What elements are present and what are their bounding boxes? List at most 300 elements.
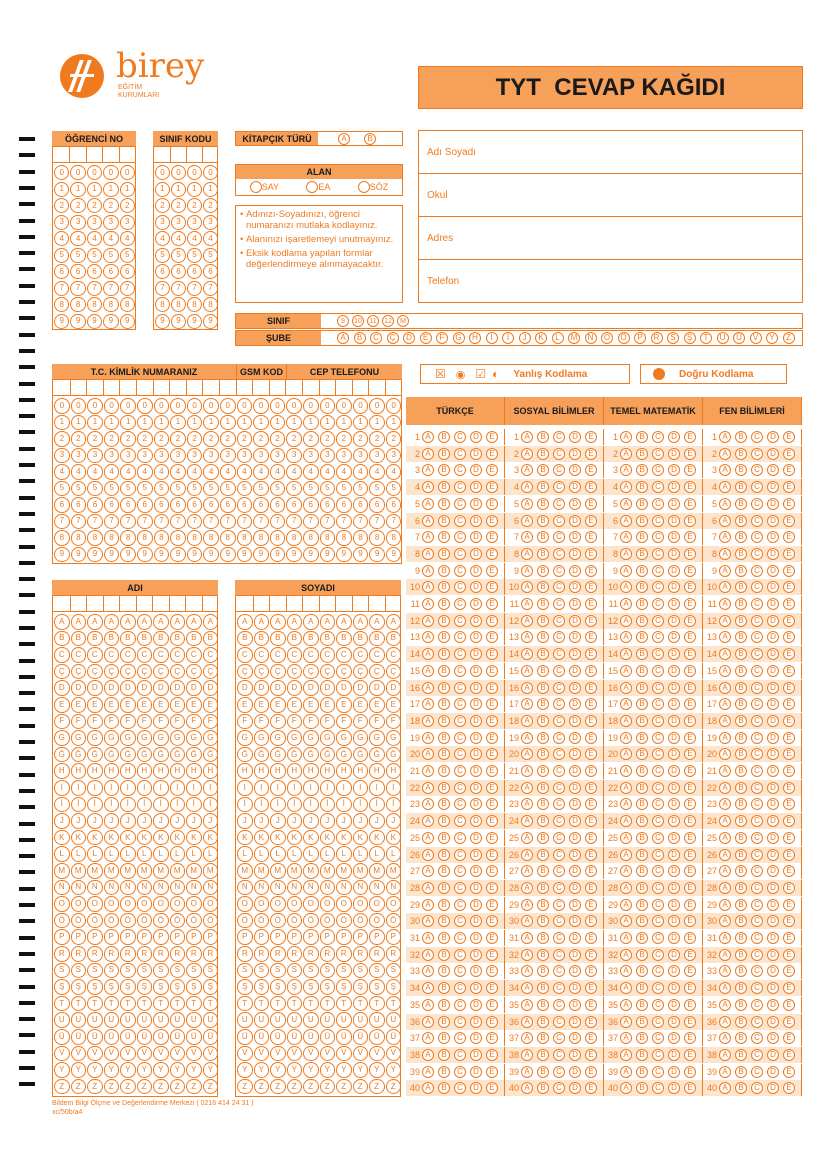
answer-bubble[interactable]: E bbox=[684, 581, 696, 593]
answer-bubble[interactable]: A bbox=[521, 1049, 533, 1061]
adi-bubble[interactable]: Ö bbox=[87, 913, 103, 929]
answer-bubble[interactable]: E bbox=[486, 748, 498, 760]
soyadi-bubble[interactable]: Ğ bbox=[369, 747, 385, 763]
answer-bubble[interactable]: A bbox=[521, 548, 533, 560]
soyadi-bubble[interactable]: S bbox=[303, 963, 319, 979]
answer-bubble[interactable]: A bbox=[719, 899, 731, 911]
answer-bubble[interactable]: C bbox=[553, 865, 565, 877]
adi-bubble[interactable]: P bbox=[87, 929, 103, 945]
soyadi-bubble[interactable]: L bbox=[386, 846, 402, 862]
answer-bubble[interactable]: B bbox=[735, 431, 747, 443]
answer-bubble[interactable]: B bbox=[735, 832, 747, 844]
adi-bubble[interactable]: R bbox=[186, 946, 202, 962]
ogrenci-no-bubble[interactable]: 5 bbox=[87, 248, 102, 263]
answer-bubble[interactable]: E bbox=[486, 982, 498, 994]
sube-option-bubble[interactable]: K bbox=[535, 332, 547, 344]
soyadi-bubble[interactable]: K bbox=[336, 830, 352, 846]
answer-bubble[interactable]: A bbox=[521, 531, 533, 543]
soyadi-bubble[interactable]: N bbox=[270, 880, 286, 896]
tc-bubble[interactable]: 6 bbox=[87, 497, 103, 513]
soyadi-bubble[interactable]: J bbox=[237, 813, 253, 829]
answer-bubble[interactable]: E bbox=[486, 832, 498, 844]
answer-bubble[interactable]: B bbox=[438, 598, 450, 610]
answer-bubble[interactable]: E bbox=[783, 748, 795, 760]
answer-bubble[interactable]: C bbox=[751, 682, 763, 694]
soyadi-bubble[interactable]: Ş bbox=[320, 979, 336, 995]
adi-bubble[interactable]: Z bbox=[120, 1079, 136, 1095]
answer-bubble[interactable]: A bbox=[521, 515, 533, 527]
adi-bubble[interactable]: Ğ bbox=[54, 747, 70, 763]
tc-bubble[interactable]: 0 bbox=[154, 398, 170, 414]
tc-bubble[interactable]: 4 bbox=[203, 464, 219, 480]
answer-bubble[interactable]: B bbox=[636, 949, 648, 961]
tc-bubble[interactable]: 6 bbox=[54, 497, 70, 513]
tc-bubble[interactable]: 7 bbox=[87, 514, 103, 530]
soyadi-bubble[interactable]: V bbox=[303, 1046, 319, 1062]
tc-bubble[interactable]: 3 bbox=[237, 448, 253, 464]
answer-bubble[interactable]: C bbox=[454, 448, 466, 460]
soyadi-bubble[interactable]: P bbox=[320, 929, 336, 945]
answer-bubble[interactable]: E bbox=[783, 464, 795, 476]
answer-bubble[interactable]: A bbox=[719, 782, 731, 794]
soyadi-bubble[interactable]: L bbox=[287, 846, 303, 862]
soyadi-bubble[interactable]: O bbox=[237, 896, 253, 912]
answer-bubble[interactable]: D bbox=[668, 982, 680, 994]
ogrenci-no-bubble[interactable]: 3 bbox=[70, 215, 85, 230]
soyadi-bubble[interactable]: F bbox=[369, 714, 385, 730]
answer-bubble[interactable]: B bbox=[537, 982, 549, 994]
adi-bubble[interactable]: K bbox=[137, 830, 153, 846]
sinif-kodu-bubble[interactable]: 9 bbox=[171, 314, 186, 329]
tc-bubble[interactable]: 9 bbox=[237, 547, 253, 563]
soyadi-bubble[interactable]: Ü bbox=[336, 1029, 352, 1045]
tc-bubble[interactable]: 4 bbox=[336, 464, 352, 480]
answer-bubble[interactable]: B bbox=[636, 915, 648, 927]
answer-bubble[interactable]: D bbox=[668, 1032, 680, 1044]
answer-bubble[interactable]: B bbox=[537, 531, 549, 543]
adi-bubble[interactable]: A bbox=[203, 614, 219, 630]
answer-bubble[interactable]: E bbox=[783, 932, 795, 944]
tc-bubble[interactable]: 7 bbox=[137, 514, 153, 530]
soyadi-bubble[interactable]: T bbox=[336, 996, 352, 1012]
soyadi-bubble[interactable]: Z bbox=[369, 1079, 385, 1095]
adi-bubble[interactable]: Ö bbox=[120, 913, 136, 929]
adi-bubble[interactable]: İ bbox=[87, 797, 103, 813]
answer-bubble[interactable]: A bbox=[620, 531, 632, 543]
sinif-kodu-bubble[interactable]: 4 bbox=[155, 231, 170, 246]
ogrenci-no-bubble[interactable]: 4 bbox=[54, 231, 69, 246]
answer-bubble[interactable]: E bbox=[486, 865, 498, 877]
answer-bubble[interactable]: A bbox=[719, 515, 731, 527]
answer-bubble[interactable]: A bbox=[620, 832, 632, 844]
answer-bubble[interactable]: E bbox=[783, 899, 795, 911]
sinif-kodu-bubble[interactable]: 1 bbox=[203, 182, 218, 197]
answer-bubble[interactable]: B bbox=[537, 1082, 549, 1094]
answer-bubble[interactable]: E bbox=[486, 1049, 498, 1061]
soyadi-bubble[interactable]: S bbox=[320, 963, 336, 979]
adi-bubble[interactable]: U bbox=[186, 1012, 202, 1028]
answer-bubble[interactable]: E bbox=[585, 531, 597, 543]
tc-bubble[interactable]: 7 bbox=[270, 514, 286, 530]
adi-bubble[interactable]: Ö bbox=[153, 913, 169, 929]
answer-bubble[interactable]: C bbox=[652, 498, 664, 510]
soyadi-bubble[interactable]: İ bbox=[303, 797, 319, 813]
answer-bubble[interactable]: C bbox=[553, 732, 565, 744]
tc-bubble[interactable]: 8 bbox=[237, 530, 253, 546]
answer-bubble[interactable]: C bbox=[751, 715, 763, 727]
soyadi-bubble[interactable]: I bbox=[237, 780, 253, 796]
soyadi-bubble[interactable]: I bbox=[303, 780, 319, 796]
answer-bubble[interactable]: C bbox=[454, 832, 466, 844]
adi-bubble[interactable]: Ö bbox=[186, 913, 202, 929]
answer-bubble[interactable]: C bbox=[751, 882, 763, 894]
answer-bubble[interactable]: D bbox=[668, 882, 680, 894]
answer-bubble[interactable]: B bbox=[537, 715, 549, 727]
adi-bubble[interactable]: Z bbox=[153, 1079, 169, 1095]
soyadi-bubble[interactable]: E bbox=[254, 697, 270, 713]
soyadi-bubble[interactable]: Z bbox=[254, 1079, 270, 1095]
answer-bubble[interactable]: E bbox=[486, 515, 498, 527]
answer-bubble[interactable]: B bbox=[537, 648, 549, 660]
answer-bubble[interactable]: E bbox=[684, 765, 696, 777]
answer-bubble[interactable]: C bbox=[751, 849, 763, 861]
ogrenci-no-bubble[interactable]: 5 bbox=[120, 248, 135, 263]
answer-bubble[interactable]: B bbox=[636, 615, 648, 627]
answer-bubble[interactable]: C bbox=[553, 748, 565, 760]
answer-bubble[interactable]: C bbox=[652, 849, 664, 861]
adi-bubble[interactable]: I bbox=[71, 780, 87, 796]
tc-bubble[interactable]: 7 bbox=[369, 514, 385, 530]
answer-bubble[interactable]: D bbox=[668, 732, 680, 744]
answer-bubble[interactable]: E bbox=[684, 1016, 696, 1028]
answer-bubble[interactable]: E bbox=[486, 1066, 498, 1078]
answer-bubble[interactable]: A bbox=[422, 832, 434, 844]
adi-bubble[interactable]: A bbox=[87, 614, 103, 630]
answer-bubble[interactable]: D bbox=[470, 581, 482, 593]
tc-bubble[interactable]: 2 bbox=[270, 431, 286, 447]
soyadi-bubble[interactable]: F bbox=[287, 714, 303, 730]
tc-bubble[interactable]: 9 bbox=[369, 547, 385, 563]
answer-bubble[interactable]: D bbox=[767, 999, 779, 1011]
answer-bubble[interactable]: B bbox=[438, 849, 450, 861]
answer-bubble[interactable]: C bbox=[454, 581, 466, 593]
answer-bubble[interactable]: E bbox=[783, 832, 795, 844]
adi-bubble[interactable]: Y bbox=[170, 1062, 186, 1078]
answer-bubble[interactable]: B bbox=[537, 782, 549, 794]
answer-bubble[interactable]: D bbox=[569, 648, 581, 660]
answer-bubble[interactable]: C bbox=[751, 448, 763, 460]
tc-bubble[interactable]: 4 bbox=[353, 464, 369, 480]
answer-bubble[interactable]: D bbox=[569, 498, 581, 510]
adi-bubble[interactable]: P bbox=[186, 929, 202, 945]
adi-bubble[interactable]: İ bbox=[137, 797, 153, 813]
answer-bubble[interactable]: E bbox=[585, 1082, 597, 1094]
soyadi-bubble[interactable]: Ö bbox=[353, 913, 369, 929]
tc-bubble[interactable]: 3 bbox=[303, 448, 319, 464]
answer-bubble[interactable]: A bbox=[422, 448, 434, 460]
field-telefon[interactable] bbox=[419, 260, 802, 302]
answer-bubble[interactable]: C bbox=[553, 631, 565, 643]
answer-bubble[interactable]: D bbox=[767, 581, 779, 593]
soyadi-bubble[interactable]: F bbox=[254, 714, 270, 730]
soyadi-bubble[interactable]: H bbox=[369, 763, 385, 779]
answer-bubble[interactable]: E bbox=[783, 965, 795, 977]
adi-bubble[interactable]: H bbox=[87, 763, 103, 779]
adi-bubble[interactable]: G bbox=[71, 730, 87, 746]
tc-bubble[interactable]: 3 bbox=[353, 448, 369, 464]
sinif-option-bubble[interactable]: 11 bbox=[367, 315, 379, 327]
answer-bubble[interactable]: D bbox=[767, 915, 779, 927]
answer-bubble[interactable]: E bbox=[585, 464, 597, 476]
field-okul[interactable] bbox=[419, 174, 802, 217]
answer-bubble[interactable]: E bbox=[486, 1016, 498, 1028]
soyadi-bubble[interactable]: T bbox=[386, 996, 402, 1012]
tc-bubble[interactable]: 9 bbox=[270, 547, 286, 563]
adi-bubble[interactable]: İ bbox=[120, 797, 136, 813]
answer-bubble[interactable]: B bbox=[537, 1049, 549, 1061]
answer-bubble[interactable]: E bbox=[585, 849, 597, 861]
answer-bubble[interactable]: B bbox=[537, 765, 549, 777]
tc-bubble[interactable]: 3 bbox=[336, 448, 352, 464]
soyadi-bubble[interactable]: İ bbox=[237, 797, 253, 813]
tc-bubble[interactable]: 5 bbox=[87, 481, 103, 497]
answer-bubble[interactable]: C bbox=[454, 915, 466, 927]
tc-bubble[interactable]: 2 bbox=[104, 431, 120, 447]
soyadi-bubble[interactable]: G bbox=[303, 730, 319, 746]
answer-bubble[interactable]: B bbox=[537, 949, 549, 961]
adi-bubble[interactable]: Y bbox=[71, 1062, 87, 1078]
adi-bubble[interactable]: Z bbox=[54, 1079, 70, 1095]
answer-bubble[interactable]: B bbox=[636, 515, 648, 527]
answer-bubble[interactable]: E bbox=[684, 815, 696, 827]
soyadi-bubble[interactable]: T bbox=[369, 996, 385, 1012]
answer-bubble[interactable]: E bbox=[783, 698, 795, 710]
adi-bubble[interactable]: B bbox=[137, 631, 153, 647]
adi-bubble[interactable]: D bbox=[153, 680, 169, 696]
answer-bubble[interactable]: A bbox=[521, 882, 533, 894]
adi-bubble[interactable]: C bbox=[104, 647, 120, 663]
answer-bubble[interactable]: B bbox=[438, 464, 450, 476]
tc-bubble[interactable]: 5 bbox=[120, 481, 136, 497]
tc-bubble[interactable]: 7 bbox=[187, 514, 203, 530]
answer-bubble[interactable]: B bbox=[735, 1032, 747, 1044]
answer-bubble[interactable]: B bbox=[537, 615, 549, 627]
answer-bubble[interactable]: C bbox=[751, 982, 763, 994]
tc-bubble[interactable]: 3 bbox=[187, 448, 203, 464]
sinif-kodu-bubble[interactable]: 2 bbox=[155, 198, 170, 213]
answer-bubble[interactable]: A bbox=[422, 915, 434, 927]
soyadi-bubble[interactable]: A bbox=[320, 614, 336, 630]
answer-bubble[interactable]: A bbox=[422, 648, 434, 660]
answer-bubble[interactable]: D bbox=[767, 481, 779, 493]
sube-option-bubble[interactable]: U bbox=[717, 332, 729, 344]
answer-bubble[interactable]: B bbox=[438, 715, 450, 727]
tc-bubble[interactable]: 7 bbox=[154, 514, 170, 530]
adi-bubble[interactable]: Y bbox=[186, 1062, 202, 1078]
tc-write-row[interactable] bbox=[53, 380, 401, 396]
soyadi-bubble[interactable]: S bbox=[237, 963, 253, 979]
soyadi-bubble[interactable]: Y bbox=[353, 1062, 369, 1078]
answer-bubble[interactable]: D bbox=[569, 849, 581, 861]
answer-bubble[interactable]: D bbox=[668, 431, 680, 443]
adi-bubble[interactable]: V bbox=[137, 1046, 153, 1062]
answer-bubble[interactable]: A bbox=[620, 498, 632, 510]
answer-bubble[interactable]: A bbox=[719, 999, 731, 1011]
adi-bubble[interactable]: M bbox=[87, 863, 103, 879]
adi-bubble[interactable]: Z bbox=[186, 1079, 202, 1095]
answer-bubble[interactable]: A bbox=[719, 598, 731, 610]
adi-bubble[interactable]: Ğ bbox=[120, 747, 136, 763]
answer-bubble[interactable]: A bbox=[521, 1082, 533, 1094]
ogrenci-no-bubble[interactable]: 7 bbox=[87, 281, 102, 296]
soyadi-bubble[interactable]: Ü bbox=[320, 1029, 336, 1045]
answer-bubble[interactable]: D bbox=[668, 698, 680, 710]
soyadi-bubble[interactable]: I bbox=[270, 780, 286, 796]
answer-bubble[interactable]: E bbox=[585, 949, 597, 961]
tc-bubble[interactable]: 6 bbox=[71, 497, 87, 513]
adi-bubble[interactable]: J bbox=[170, 813, 186, 829]
tc-bubble[interactable]: 3 bbox=[286, 448, 302, 464]
adi-bubble[interactable]: L bbox=[170, 846, 186, 862]
adi-bubble[interactable]: Ü bbox=[104, 1029, 120, 1045]
soyadi-bubble[interactable]: T bbox=[303, 996, 319, 1012]
tc-bubble[interactable]: 0 bbox=[237, 398, 253, 414]
answer-bubble[interactable]: D bbox=[470, 598, 482, 610]
sube-option-bubble[interactable]: Ö bbox=[618, 332, 630, 344]
answer-bubble[interactable]: D bbox=[668, 515, 680, 527]
answer-bubble[interactable]: E bbox=[783, 999, 795, 1011]
answer-bubble[interactable]: A bbox=[620, 1032, 632, 1044]
soyadi-bubble[interactable]: O bbox=[270, 896, 286, 912]
answer-bubble[interactable]: A bbox=[521, 999, 533, 1011]
answer-bubble[interactable]: C bbox=[652, 1032, 664, 1044]
answer-bubble[interactable]: E bbox=[684, 882, 696, 894]
sinif-kodu-bubble[interactable]: 9 bbox=[203, 314, 218, 329]
sinif-kodu-bubble[interactable]: 0 bbox=[155, 165, 170, 180]
soyadi-bubble[interactable]: K bbox=[386, 830, 402, 846]
answer-bubble[interactable]: A bbox=[521, 715, 533, 727]
soyadi-bubble[interactable]: I bbox=[353, 780, 369, 796]
answer-bubble[interactable]: D bbox=[470, 832, 482, 844]
answer-bubble[interactable]: D bbox=[470, 765, 482, 777]
tc-bubble[interactable]: 6 bbox=[237, 497, 253, 513]
adi-bubble[interactable]: V bbox=[203, 1046, 219, 1062]
answer-bubble[interactable]: C bbox=[553, 615, 565, 627]
adi-bubble[interactable]: I bbox=[104, 780, 120, 796]
adi-bubble[interactable]: Ğ bbox=[104, 747, 120, 763]
sube-option-bubble[interactable]: M bbox=[568, 332, 580, 344]
answer-bubble[interactable]: B bbox=[537, 464, 549, 476]
answer-bubble[interactable]: D bbox=[668, 531, 680, 543]
tc-bubble[interactable]: 8 bbox=[104, 530, 120, 546]
answer-bubble[interactable]: C bbox=[553, 531, 565, 543]
tc-bubble[interactable]: 9 bbox=[170, 547, 186, 563]
sinif-kodu-bubble[interactable]: 9 bbox=[155, 314, 170, 329]
answer-bubble[interactable]: E bbox=[783, 431, 795, 443]
answer-bubble[interactable]: A bbox=[620, 915, 632, 927]
ogrenci-no-bubble[interactable]: 3 bbox=[120, 215, 135, 230]
soyadi-bubble[interactable]: B bbox=[320, 631, 336, 647]
answer-bubble[interactable]: A bbox=[719, 982, 731, 994]
tc-bubble[interactable]: 2 bbox=[303, 431, 319, 447]
answer-bubble[interactable]: B bbox=[438, 648, 450, 660]
answer-bubble[interactable]: D bbox=[767, 748, 779, 760]
adi-bubble[interactable]: N bbox=[137, 880, 153, 896]
soyadi-bubble[interactable]: U bbox=[386, 1012, 402, 1028]
answer-bubble[interactable]: B bbox=[636, 732, 648, 744]
answer-bubble[interactable]: E bbox=[783, 665, 795, 677]
answer-bubble[interactable]: A bbox=[521, 615, 533, 627]
soyadi-bubble[interactable]: C bbox=[336, 647, 352, 663]
tc-bubble[interactable]: 9 bbox=[71, 547, 87, 563]
answer-bubble[interactable]: D bbox=[470, 748, 482, 760]
tc-bubble[interactable]: 4 bbox=[187, 464, 203, 480]
answer-bubble[interactable]: E bbox=[684, 448, 696, 460]
answer-bubble[interactable]: B bbox=[438, 999, 450, 1011]
adi-bubble[interactable]: T bbox=[120, 996, 136, 1012]
answer-bubble[interactable]: B bbox=[537, 748, 549, 760]
adi-bubble[interactable]: C bbox=[137, 647, 153, 663]
adi-bubble[interactable]: L bbox=[137, 846, 153, 862]
soyadi-bubble[interactable]: Ö bbox=[320, 913, 336, 929]
answer-bubble[interactable]: A bbox=[719, 1049, 731, 1061]
soyadi-bubble[interactable]: P bbox=[254, 929, 270, 945]
adi-bubble[interactable]: Y bbox=[120, 1062, 136, 1078]
answer-bubble[interactable]: A bbox=[620, 932, 632, 944]
answer-bubble[interactable]: A bbox=[521, 631, 533, 643]
adi-bubble[interactable]: Ü bbox=[137, 1029, 153, 1045]
adi-bubble[interactable]: N bbox=[71, 880, 87, 896]
answer-bubble[interactable]: E bbox=[486, 665, 498, 677]
soyadi-bubble[interactable]: Ğ bbox=[320, 747, 336, 763]
answer-bubble[interactable]: A bbox=[422, 798, 434, 810]
answer-bubble[interactable]: A bbox=[719, 815, 731, 827]
tc-bubble[interactable]: 5 bbox=[220, 481, 236, 497]
answer-bubble[interactable]: A bbox=[719, 464, 731, 476]
answer-bubble[interactable]: D bbox=[767, 865, 779, 877]
soyadi-bubble[interactable]: Y bbox=[303, 1062, 319, 1078]
answer-bubble[interactable]: A bbox=[521, 565, 533, 577]
answer-bubble[interactable]: D bbox=[569, 598, 581, 610]
tc-bubble[interactable]: 0 bbox=[320, 398, 336, 414]
soyadi-bubble[interactable]: H bbox=[254, 763, 270, 779]
answer-bubble[interactable]: C bbox=[553, 949, 565, 961]
soyadi-bubble[interactable]: G bbox=[353, 730, 369, 746]
answer-bubble[interactable]: A bbox=[620, 1066, 632, 1078]
answer-bubble[interactable]: D bbox=[569, 515, 581, 527]
soyadi-bubble[interactable]: D bbox=[353, 680, 369, 696]
tc-bubble[interactable]: 9 bbox=[336, 547, 352, 563]
answer-bubble[interactable]: E bbox=[585, 748, 597, 760]
soyadi-bubble[interactable]: V bbox=[270, 1046, 286, 1062]
soyadi-bubble[interactable]: Ğ bbox=[386, 747, 402, 763]
answer-bubble[interactable]: E bbox=[486, 715, 498, 727]
tc-bubble[interactable]: 3 bbox=[386, 448, 402, 464]
adi-bubble[interactable]: Ç bbox=[137, 664, 153, 680]
adi-bubble[interactable]: Y bbox=[54, 1062, 70, 1078]
tc-bubble[interactable]: 4 bbox=[87, 464, 103, 480]
answer-bubble[interactable]: A bbox=[521, 732, 533, 744]
tc-bubble[interactable]: 1 bbox=[253, 415, 269, 431]
soyadi-bubble[interactable]: P bbox=[369, 929, 385, 945]
ogrenci-no-bubble[interactable]: 8 bbox=[70, 297, 85, 312]
answer-bubble[interactable]: E bbox=[684, 648, 696, 660]
ogrenci-no-bubble[interactable]: 3 bbox=[87, 215, 102, 230]
adi-bubble[interactable]: Ü bbox=[153, 1029, 169, 1045]
answer-bubble[interactable]: A bbox=[620, 815, 632, 827]
answer-bubble[interactable]: B bbox=[537, 1066, 549, 1078]
answer-bubble[interactable]: B bbox=[438, 615, 450, 627]
